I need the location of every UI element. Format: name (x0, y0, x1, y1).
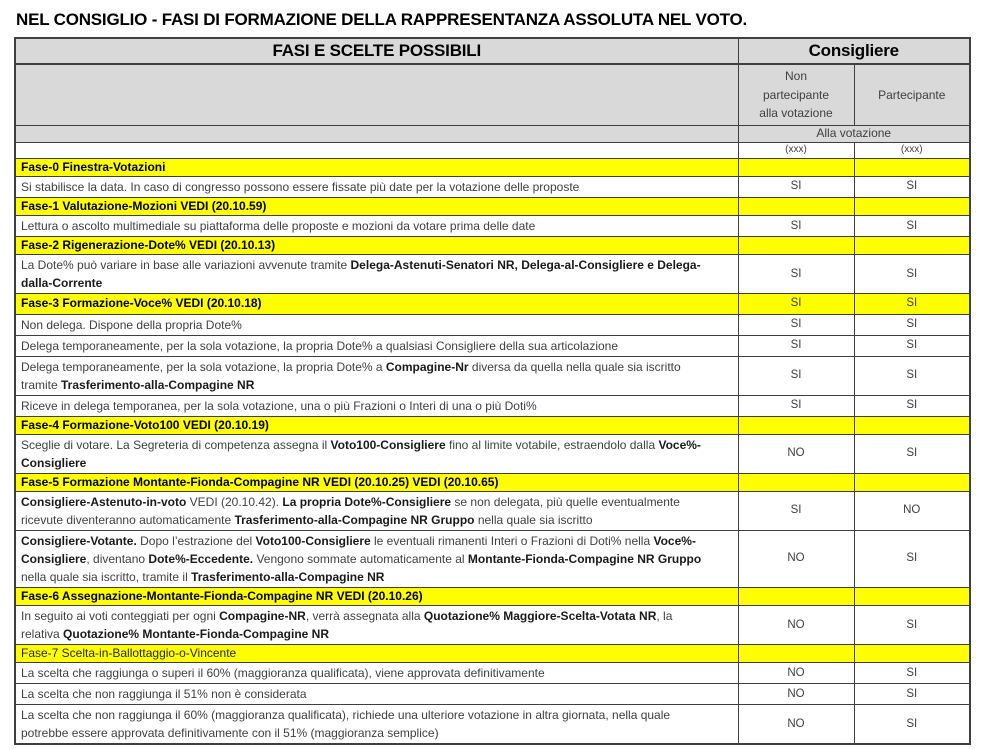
partecipante-value: SI (854, 255, 970, 294)
non-partecipante-value: SI (738, 356, 854, 395)
non-partecipante-value (738, 237, 854, 255)
non-partecipante-value: SI (738, 491, 854, 530)
row-description: Delega temporaneamente, per la sola votazione, la propria Dote% a Compagine-Nr diversa da quella nella quale sia iscritto tramite Trasferimento-alla-Compagine NR (15, 356, 738, 395)
partecipante-value: SI (854, 314, 970, 335)
partecipante-value (854, 158, 970, 176)
phase-label: Fase-1 Valutazione-Mozioni VEDI (20.10.59) (15, 197, 738, 215)
phase-row (15, 473, 970, 491)
phase-label: Fase-5 Formazione Montante-Fionda-Compagine NR VEDI (20.10.25) VEDI (20.10.65) (15, 473, 738, 491)
header-alla-votazione: Alla votazione (738, 125, 970, 142)
partecipante-value (854, 473, 970, 491)
table-row (15, 395, 970, 416)
fasi-scelte-table (14, 37, 971, 745)
page-title: NEL CONSIGLIO - FASI DI FORMAZIONE DELLA RAPPRESENTANZA ASSOLUTA NEL VOTO. (16, 10, 748, 29)
table-row (15, 335, 970, 356)
non-partecipante-value: NO (738, 663, 854, 684)
non-partecipante-value: NO (738, 434, 854, 473)
phase-label: Fase-4 Formazione-Voto100 VEDI (20.10.19) (15, 416, 738, 434)
row-description: La scelta che non raggiunga il 51% non è considerata (15, 684, 738, 705)
table-row (15, 314, 970, 335)
table-row (15, 663, 970, 684)
phase-row (15, 587, 970, 605)
partecipante-value: SI (854, 705, 970, 745)
partecipante-value: SI (854, 434, 970, 473)
phase-label: Fase-0 Finestra-Votazioni (15, 158, 738, 176)
partecipante-value: NO (854, 491, 970, 530)
partecipante-value: SI (854, 606, 970, 645)
row-description: Consigliere-Astenuto-in-voto VEDI (20.10.42). La propria Dote%-Consigliere se non delegata, più quelle eventualmente ricevute diventeranno automaticamente Trasferimento-alla-Compagine NR Gruppo nella quale sia iscritto (15, 491, 738, 530)
row-description: Lettura o ascolto multimediale su piattaforma delle proposte e mozioni da votare prima delle date (15, 216, 738, 237)
non-partecipante-value (738, 416, 854, 434)
phase-row (15, 645, 970, 663)
non-partecipante-value: SI (738, 314, 854, 335)
table-row (15, 255, 970, 294)
table-body (15, 158, 970, 744)
non-partecipante-value: SI (738, 255, 854, 294)
header-empty-cell (15, 142, 738, 158)
header-row-main (15, 38, 970, 64)
partecipante-value: SI (854, 356, 970, 395)
non-partecipante-value (738, 587, 854, 605)
table-row (15, 530, 970, 587)
header-empty-cell (15, 125, 738, 142)
table-row (15, 684, 970, 705)
phase-row (15, 197, 970, 215)
header-fasi-e-scelte: FASI E SCELTE POSSIBILI (15, 38, 738, 64)
non-partecipante-value (738, 197, 854, 215)
header-empty-cell (15, 64, 738, 125)
partecipante-value (854, 237, 970, 255)
table-row (15, 491, 970, 530)
phase-row (15, 294, 970, 314)
table-row (15, 356, 970, 395)
header-partecipante-label: Partecipante (878, 87, 946, 102)
phase-row (15, 237, 970, 255)
partecipante-value: SI (854, 335, 970, 356)
non-partecipante-value: SI (738, 216, 854, 237)
row-description: Si stabilisce la data. In caso di congresso possono essere fissate più date per la votazione delle proposte (15, 176, 738, 197)
phase-label: Fase-7 Scelta-in-Ballottaggio-o-Vincente (15, 645, 738, 663)
non-partecipante-value (738, 645, 854, 663)
row-description: Non delega. Dispone della propria Dote% (15, 314, 738, 335)
partecipante-value (854, 197, 970, 215)
non-partecipante-value: SI (738, 294, 854, 314)
non-partecipante-value: SI (738, 335, 854, 356)
partecipante-value: SI (854, 663, 970, 684)
phase-label: Fase-3 Formazione-Voce% VEDI (20.10.18) (15, 294, 738, 314)
header-row-placeholders (15, 142, 970, 158)
row-description: Delega temporaneamente, per la sola votazione, la propria Dote% a qualsiasi Consigliere della sua articolazione (15, 335, 738, 356)
table-row (15, 434, 970, 473)
header-row-sub (15, 64, 970, 125)
partecipante-value (854, 645, 970, 663)
partecipante-value: SI (854, 530, 970, 587)
row-description: Riceve in delega temporanea, per la sola votazione, una o più Frazioni o Interi di una o più Doti% (15, 395, 738, 416)
non-partecipante-value (738, 473, 854, 491)
row-description: Consigliere-Votante. Dopo l’estrazione del Voto100-Consigliere le eventuali rimanenti Interi o Frazioni di Doti% nella Voce%-Consigliere, diventano Dote%-Eccedente. Vengono sommate automaticamente al Montante-Fionda-Compagine NR Gruppo nella quale sia iscritto, tramite il Trasferimento-alla-Compagine NR (15, 530, 738, 587)
header-partecipante (854, 64, 970, 125)
non-partecipante-value: NO (738, 684, 854, 705)
partecipante-value: SI (854, 216, 970, 237)
header-placeholder-np: (xxx) (738, 142, 854, 158)
non-partecipante-value: NO (738, 530, 854, 587)
header-placeholder-p: (xxx) (854, 142, 970, 158)
row-description: In seguito ai voti conteggiati per ogni Compagine-NR, verrà assegnata alla Quotazione% Maggiore-Scelta-Votata NR, la relativa Quotazione% Montante-Fionda-Compagine NR (15, 606, 738, 645)
phase-row (15, 416, 970, 434)
non-partecipante-value: SI (738, 395, 854, 416)
table-row (15, 606, 970, 645)
non-partecipante-value (738, 158, 854, 176)
row-description: La Dote% può variare in base alle variazioni avvenute tramite Delega-Astenuti-Senatori NR, Delega-al-Consigliere e Delega-dalla-Corrente (15, 255, 738, 294)
non-partecipante-value: SI (738, 176, 854, 197)
row-description: La scelta che raggiunga o superi il 60% (maggioranza qualificata), viene approvata definitivamente (15, 663, 738, 684)
table-row (15, 176, 970, 197)
header-non-partecipante (738, 64, 854, 125)
non-partecipante-value: NO (738, 705, 854, 745)
partecipante-value: SI (854, 294, 970, 314)
partecipante-value: SI (854, 395, 970, 416)
header-consigliere: Consigliere (738, 38, 970, 64)
header-non-partecipante-label: Non partecipante alla votazione (759, 69, 833, 121)
phase-row (15, 158, 970, 176)
table-row (15, 216, 970, 237)
row-description: Sceglie di votare. La Segreteria di competenza assegna il Voto100-Consigliere fino al limite votabile, estraendolo dalla Voce%-Consigliere (15, 434, 738, 473)
header-row-alla-votazione (15, 125, 970, 142)
row-description: La scelta che non raggiunga il 60% (maggioranza qualificata), richiede una ulteriore votazione in altra giornata, nella quale potrebbe essere approvata definitivamente con il 51% (maggioranza semplice) (15, 705, 738, 745)
partecipante-value: SI (854, 176, 970, 197)
phase-label: Fase-2 Rigenerazione-Dote% VEDI (20.10.13) (15, 237, 738, 255)
table-row (15, 705, 970, 745)
partecipante-value: SI (854, 684, 970, 705)
non-partecipante-value: NO (738, 606, 854, 645)
partecipante-value (854, 416, 970, 434)
phase-label: Fase-6 Assegnazione-Montante-Fionda-Compagine NR VEDI (20.10.26) (15, 587, 738, 605)
partecipante-value (854, 587, 970, 605)
